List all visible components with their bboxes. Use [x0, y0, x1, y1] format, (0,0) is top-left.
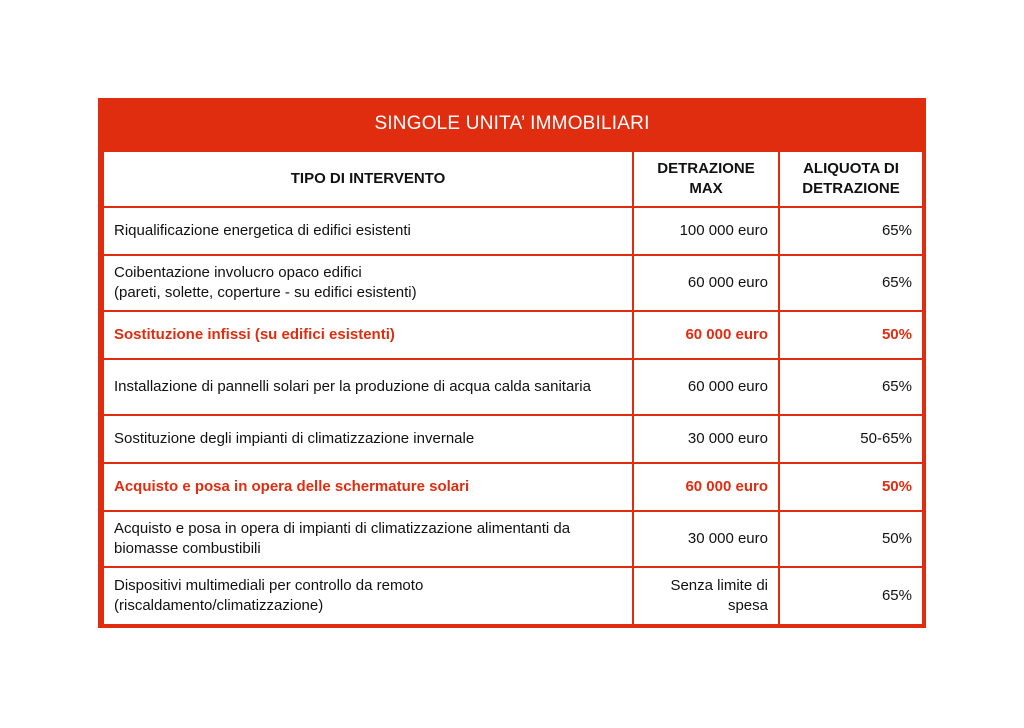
cell-aliquota: 65% — [779, 255, 923, 311]
table-row — [103, 359, 923, 415]
cell-tipo — [103, 255, 633, 311]
table-row-highlighted — [103, 311, 923, 359]
cell-tipo-line: (pareti, solette, coperture - su edifici esistenti) — [114, 284, 417, 301]
deductions-table — [102, 150, 924, 626]
cell-aliquota: 50% — [779, 463, 923, 511]
cell-tipo: Sostituzione infissi (su edifici esistenti) — [103, 311, 633, 359]
table-row — [103, 567, 923, 625]
deductions-table-container — [98, 98, 926, 628]
cell-detrazione: 30 000 euro — [633, 415, 779, 463]
cell-aliquota: 50% — [779, 511, 923, 567]
cell-aliquota: 65% — [779, 567, 923, 625]
cell-aliquota: 50% — [779, 311, 923, 359]
table-title: SINGOLE UNITA’ IMMOBILIARI — [374, 113, 650, 134]
cell-tipo: Riqualificazione energetica di edifici esistenti — [103, 207, 633, 255]
cell-tipo — [103, 567, 633, 625]
cell-detrazione: 60 000 euro — [633, 463, 779, 511]
table-row — [103, 511, 923, 567]
cell-detrazione: 30 000 euro — [633, 511, 779, 567]
cell-detrazione: 60 000 euro — [633, 311, 779, 359]
cell-tipo: Acquisto e posa in opera di impianti di climatizzazione alimentanti da biomasse combustibili — [103, 511, 633, 567]
cell-detrazione: 60 000 euro — [633, 359, 779, 415]
cell-aliquota: 50-65% — [779, 415, 923, 463]
cell-tipo: Installazione di pannelli solari per la produzione di acqua calda sanitaria — [103, 359, 633, 415]
cell-aliquota: 65% — [779, 207, 923, 255]
header-aliquota: ALIQUOTA DI DETRAZIONE — [779, 151, 923, 207]
table-row — [103, 255, 923, 311]
cell-tipo-line: Coibentazione involucro opaco edifici — [114, 264, 362, 281]
table-row — [103, 415, 923, 463]
header-tipo: TIPO DI INTERVENTO — [103, 151, 633, 207]
table-row — [103, 207, 923, 255]
cell-tipo-line: (riscaldamento/climatizzazione) — [114, 597, 324, 614]
cell-tipo-line: Dispositivi multimediali per controllo da remoto — [114, 577, 424, 594]
cell-detrazione: 100 000 euro — [633, 207, 779, 255]
header-row — [103, 151, 923, 207]
cell-detrazione: 60 000 euro — [633, 255, 779, 311]
header-detrazione: DETRAZIONE MAX — [633, 151, 779, 207]
cell-tipo: Sostituzione degli impianti di climatizzazione invernale — [103, 415, 633, 463]
cell-detrazione: Senza limite di spesa — [633, 567, 779, 625]
table-row-highlighted — [103, 463, 923, 511]
cell-tipo: Acquisto e posa in opera delle schermature solari — [103, 463, 633, 511]
cell-aliquota: 65% — [779, 359, 923, 415]
